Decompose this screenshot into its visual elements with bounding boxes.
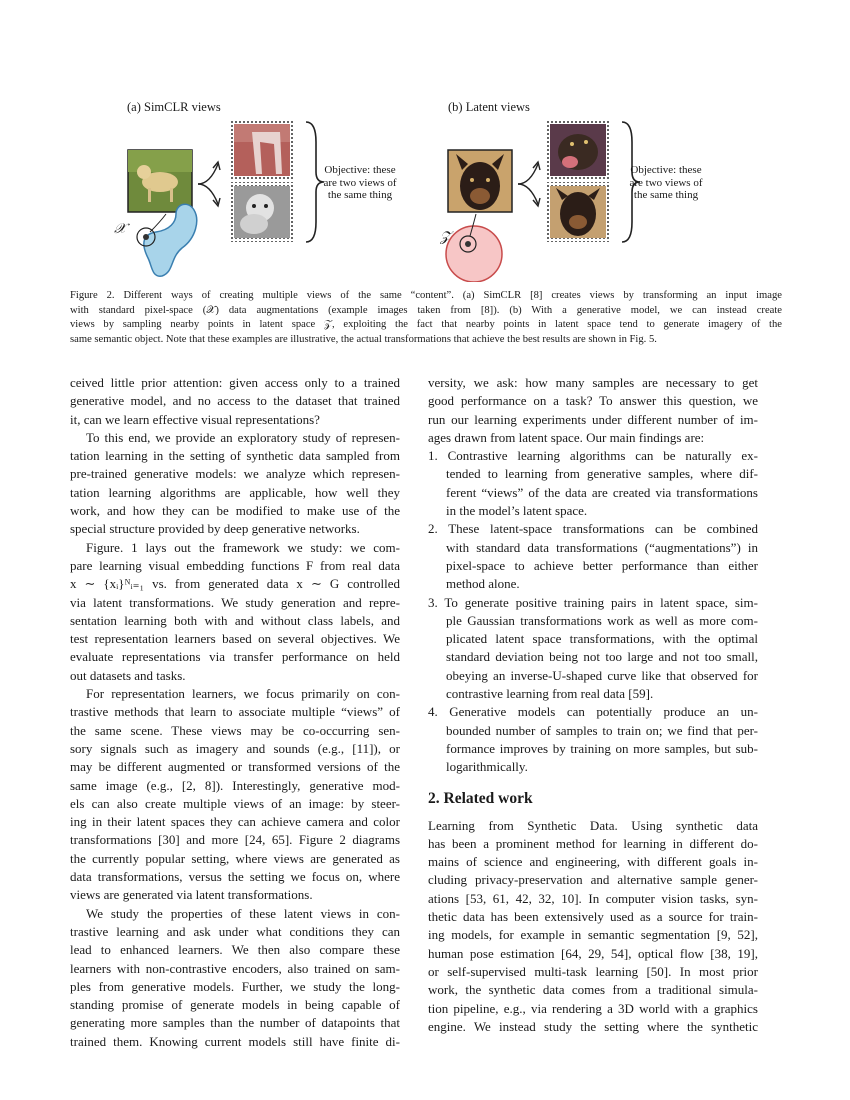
label-x-space: 𝒳 bbox=[114, 222, 127, 237]
caption-line: same semantic object. Note that these examples are illustrative, the actual transformations that achieve the best results are shown in Fig. 5. bbox=[70, 333, 657, 345]
arrow-b-top bbox=[518, 164, 538, 184]
finding-line: obeying an inverse-U-shaped curve like that observed for bbox=[446, 667, 758, 683]
finding-line: contrastive learning from real data [59]. bbox=[446, 686, 654, 702]
objective-text-a bbox=[314, 164, 406, 202]
body-line: same image (e.g., [2, 8]). Interestingly, generative mod- bbox=[70, 777, 400, 793]
latent-space-circle bbox=[446, 226, 502, 282]
arrow-a-bottom bbox=[198, 184, 218, 204]
body-line: tation learning algorithms are applicable, how well they bbox=[70, 484, 400, 500]
body-line: trastive learning and ask under what conditions they can bbox=[70, 923, 400, 939]
finding-line: bounded number of samples to train on; we find that per- bbox=[446, 722, 758, 738]
section-heading-related-work: 2. Related work bbox=[428, 789, 533, 807]
body-line: the same scene. These views may be co-occurring sen- bbox=[70, 722, 400, 738]
body-line: may be different augmented or transformed versions of the bbox=[70, 759, 400, 775]
body-line: ples from generative models. Further, we study the long- bbox=[70, 978, 400, 994]
caption-line: views by sampling nearby points in latent space 𝒵, exploiting the fact that nearby points in latent space tend to generate imagery of the bbox=[70, 319, 782, 331]
objective-a-line-1: Objective: these bbox=[324, 164, 396, 176]
objective-b-line-3: the same thing bbox=[633, 189, 699, 201]
body-line: run our learning experiments under different number of im- bbox=[428, 411, 758, 427]
body-line: out datasets and tasks. bbox=[70, 667, 186, 683]
finding-line: method alone. bbox=[446, 576, 520, 592]
body-line: Learning from Synthetic Data. Using synthetic data bbox=[428, 817, 758, 833]
panel-a-title: (a) SimCLR views bbox=[127, 100, 221, 114]
body-line: transformations [30] and more [24, 65]. Figure 2 diagrams bbox=[70, 832, 400, 848]
body-line: via latent transformations. We study generation and repre- bbox=[70, 594, 400, 610]
finding-line: formance improves by training on more samples, but sub- bbox=[446, 740, 758, 756]
body-line: sory signals such as imagery and sounds (e.g., [11]), or bbox=[70, 740, 400, 756]
finding-line: with standard data transformations (“augmentations”) in bbox=[446, 539, 758, 555]
left-column bbox=[70, 374, 400, 1051]
figure-caption bbox=[70, 289, 782, 347]
body-line: generative model, and no access to the dataset that trained bbox=[70, 393, 400, 409]
figure-2 bbox=[70, 92, 780, 282]
body-line: To this end, we provide an exploratory study of represen- bbox=[86, 429, 400, 445]
body-line: data transformations, versus the setting we focus on, where bbox=[70, 869, 400, 885]
body-line: We study the properties of these latent views in con- bbox=[86, 905, 400, 921]
finding-line: standard deviation being not too large and not too small, bbox=[446, 649, 758, 665]
finding-line: ple Gaussian transformations work as well as more com- bbox=[446, 612, 758, 628]
latent-view-2 bbox=[546, 182, 610, 242]
body-line: ing models, for example in semantic segmentation [9, 52], bbox=[428, 927, 758, 943]
finding-list bbox=[428, 447, 758, 776]
arrow-a-top bbox=[198, 164, 218, 184]
body-line: work, and how they can be modified to make use of the bbox=[70, 503, 400, 519]
body-line: standing promise of generate models in being capable of bbox=[70, 997, 400, 1013]
body-line: special structure provided by deep generative networks. bbox=[70, 521, 360, 537]
body-line: it, can we learn effective visual representations? bbox=[70, 411, 320, 427]
panel-b-title: (b) Latent views bbox=[448, 100, 530, 114]
finding-line: 1. Contrastive learning algorithms can be naturally ex- bbox=[428, 448, 758, 464]
body-line: Figure. 1 lays out the framework we study: we com- bbox=[86, 539, 400, 555]
body-line: work, the synthetic data comes from a traditional simula- bbox=[428, 982, 758, 998]
body-line: engine. We instead study the setting where the synthetic bbox=[428, 1018, 758, 1034]
body-line: lead to enhanced learners. We then also compare these bbox=[70, 942, 400, 958]
body-line: generating more samples than the number of datapoints that bbox=[70, 1015, 400, 1031]
simclr-input-image bbox=[128, 150, 192, 212]
finding-line: 3. To generate positive training pairs in latent space, sim- bbox=[428, 594, 758, 610]
body-line: ing in their latent spaces they can achieve camera and color bbox=[70, 814, 400, 830]
simclr-view-grayscale bbox=[230, 182, 294, 242]
finding-line: pixel-space to achieve better performance than either bbox=[446, 557, 758, 573]
simclr-view-crop bbox=[230, 120, 294, 180]
body-line: the currently popular setting, where views are generated as bbox=[70, 850, 400, 866]
body-line: ages drawn from latent space. Our main findings are: bbox=[428, 429, 705, 445]
finding-line: 2. These latent-space transformations can be combined bbox=[428, 521, 758, 537]
right-column bbox=[428, 374, 758, 1036]
pixel-space-blob bbox=[144, 204, 197, 276]
objective-text-b bbox=[620, 164, 712, 202]
arrow-b-bottom bbox=[518, 184, 538, 204]
body-line: evaluate representations via transfer performance on held bbox=[70, 649, 400, 665]
latent-input-image bbox=[448, 150, 512, 212]
caption-line: with standard pixel-space (𝒳) data augmentations (example images taken from [8]). (b) With a generative model, we can instead create bbox=[70, 304, 782, 316]
body-line: ations [53, 61, 42, 32, 10]. In computer vision tasks, syn- bbox=[428, 890, 758, 906]
body-line: tion pipeline, e.g., via rendering a 3D world with a graphics bbox=[428, 1000, 758, 1016]
finding-line: plicated latent space transformations, with the optimal bbox=[446, 631, 758, 647]
caption-line: Figure 2. Different ways of creating multiple views of the same “content”. (a) SimCLR [8] creates views by transforming an input image bbox=[70, 290, 782, 301]
body-line: mains of science and engineering, with different goals in- bbox=[428, 854, 758, 870]
finding-line: in the model’s latent space. bbox=[446, 503, 588, 519]
body-line: thetic data has been extensively used as a source for train- bbox=[428, 909, 758, 925]
latent-view-1 bbox=[546, 120, 610, 180]
body-line: human pose estimation [64, 29, 54], optical flow [38, 19], bbox=[428, 945, 758, 961]
body-line: good performance on a task? To answer this question, we bbox=[428, 393, 758, 409]
objective-b-line-2: are two views of bbox=[629, 176, 703, 189]
finding-line: logarithmically. bbox=[446, 759, 528, 775]
body-line: cluding privacy-preservation and alternative sample gener- bbox=[428, 872, 758, 888]
body-line: learners with non-contrastive encoders, also trained on sam- bbox=[70, 960, 400, 976]
body-line: versity, we ask: how many samples are necessary to get bbox=[428, 375, 758, 390]
body-line: views are generated via latent transformations. bbox=[70, 887, 313, 903]
body-line: or self-supervised multi-task learning [50]. In most prior bbox=[428, 963, 758, 979]
body-line: test representation learners based on several objectives. We bbox=[70, 631, 400, 647]
finding-line: tended to learning from generative samples, where dif- bbox=[446, 466, 758, 482]
finding-line: 4. Generative models can potentially produce an un- bbox=[428, 704, 758, 720]
body-line: x ∼ {xᵢ}ᴺᵢ₌₁ vs. from generated data x ∼ G controlled bbox=[70, 576, 400, 592]
body-line: For representation learners, we focus primarily on con- bbox=[86, 686, 400, 702]
objective-a-line-2: are two views of bbox=[323, 176, 397, 189]
body-line: trained them. Knowing current models still have finite di- bbox=[70, 1033, 400, 1049]
objective-a-line-3: the same thing bbox=[327, 189, 393, 201]
body-line: tation learning in the setting of synthetic data sampled from bbox=[70, 448, 400, 464]
label-z-space: 𝒵 bbox=[440, 230, 451, 245]
body-line: trastive methods that learn to associate multiple “views” of bbox=[70, 704, 400, 720]
body-line: has been a prominent method for learning in different do- bbox=[428, 835, 758, 851]
body-line: pare learning visual embedding functions F from real data bbox=[70, 557, 400, 573]
objective-b-line-1: Objective: these bbox=[630, 164, 702, 176]
body-line: pre-trained generative models: we analyze which represen- bbox=[70, 466, 400, 482]
body-line: sentation learning both with and without class labels, and bbox=[70, 612, 400, 628]
finding-line: ferent “views” of the data are created via transformations bbox=[446, 484, 758, 500]
body-line: els can also create multiple views of an image: by steer- bbox=[70, 795, 400, 811]
body-line: ceived little prior attention: given access only to a trained bbox=[70, 375, 400, 390]
